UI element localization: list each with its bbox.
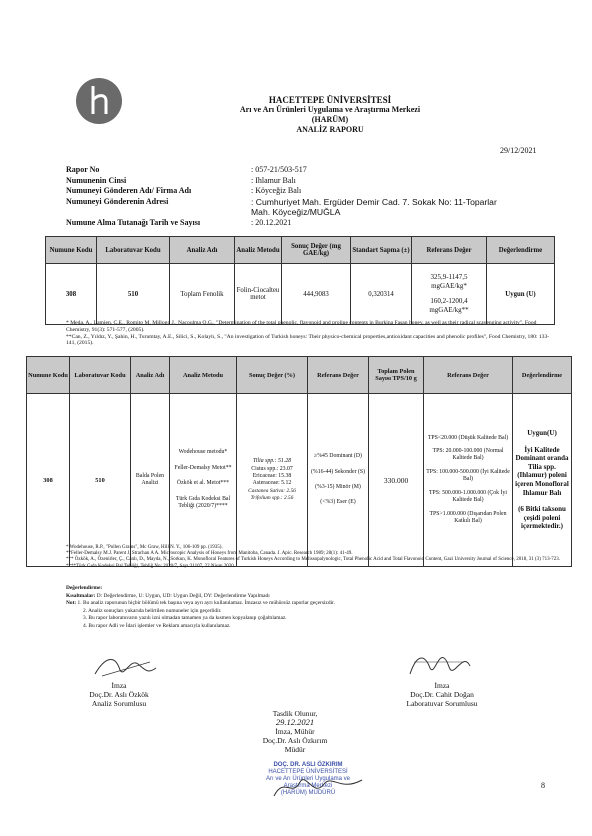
footnote: **Can, Z., Yıldız, Y., Şahin, H., Turumtay, A.E., Silici, S., Kolaylı, S., "An investigation of Turkish honeys: Their physico-chemical properties,antioxidant capacities and phenolic profiles", Food Chemistry, 180: 133-141, (2015). bbox=[66, 333, 550, 347]
signature-right bbox=[404, 648, 474, 682]
method-line: Feller-Demalsy Metot** bbox=[174, 464, 232, 471]
stamp-line: HACETTEPE ÜNİVERSİTESİ bbox=[268, 769, 348, 775]
signature-left bbox=[90, 652, 160, 682]
th-degerlendirme: Değerlendirme bbox=[513, 357, 572, 394]
cell-sapma: 0,320314 bbox=[351, 264, 412, 325]
signer-role: Müdür bbox=[284, 745, 306, 754]
tps-level: TPS: 20.000-100.000 (Normal Kalitede Bal) bbox=[432, 448, 504, 462]
signature-block-right bbox=[382, 681, 502, 708]
note-item: 2. Analiz sonuçları yukarıda belirtilen numuneler için geçerlidir. bbox=[83, 607, 222, 614]
cell-metot bbox=[170, 394, 237, 567]
tps-level: TPS: 500.000-1.000.000 (Çok İyi Kalitede Bal) bbox=[429, 489, 507, 504]
note-item: 1. Bu analiz raporunun hiçbir bölümü tek başına veya ayrı ayrı kullanılamaz. İmzasız ve mühürsüz raporlar geçersizdir. bbox=[77, 600, 335, 607]
adres-label: Numuneyi Gönderenin Adresi bbox=[66, 196, 169, 206]
tasdik-label: Tasdik Olunur, bbox=[272, 709, 318, 718]
ref-value-2: 160,2-1200,4 mgGAE/kg** bbox=[429, 297, 469, 314]
pollen-table bbox=[26, 356, 572, 567]
cell-sonuc: 444,9083 bbox=[282, 264, 351, 325]
cell-degerlendirme: Uygun (U) bbox=[487, 264, 555, 325]
cell-analiz: Balda Polen Analizi bbox=[131, 394, 170, 567]
th-referans: Referans Değer bbox=[412, 237, 487, 264]
rapor-no-label: Rapor No bbox=[66, 165, 100, 174]
th-referans-b: Referans Değer bbox=[424, 357, 513, 394]
rapor-no: : 057-21/503-517 bbox=[251, 165, 307, 174]
th-metot: Analiz Metodu bbox=[235, 237, 282, 264]
table-row bbox=[46, 264, 555, 325]
th-analiz: Analiz Adı bbox=[170, 237, 235, 264]
cell-lab: 510 bbox=[97, 264, 170, 325]
th-numune: Numune Kodu bbox=[27, 357, 70, 394]
signature-center bbox=[270, 768, 370, 808]
th-sonuc: Sonuç Değer (%) bbox=[237, 357, 308, 394]
th-analiz: Analiz Adı bbox=[131, 357, 170, 394]
footnotes-2 bbox=[66, 545, 566, 570]
notes-title: Değerlendirme: bbox=[66, 585, 103, 591]
imza-label: İmza bbox=[111, 681, 127, 690]
adres-line2: Mah. Köyceğiz/MUĞLA bbox=[251, 207, 341, 217]
method-line: Özkök et al. Metot*** bbox=[176, 480, 230, 487]
pollen-result: Tilia spp.: 51.28 bbox=[252, 458, 291, 465]
signer-role: Analiz Sorumlusu bbox=[91, 699, 147, 708]
cell-referans-a bbox=[308, 394, 369, 567]
university-name: HACETTEPE ÜNİVERSİTESİ bbox=[268, 95, 392, 105]
th-lab: Laboratuvar Kodu bbox=[97, 237, 170, 264]
method-line: Wodehouse metodu* bbox=[178, 449, 228, 456]
stamp-line: Araştırma Merkezi bbox=[283, 783, 333, 789]
th-numune: Numune Kodu bbox=[46, 237, 97, 264]
signer-name: Doç.Dr. Cahit Doğan bbox=[410, 690, 474, 699]
center-abbr: (HARÜM) bbox=[311, 115, 349, 124]
method-line: Türk Gıda Kodeksi Bal Tebliği (2020/7)**** bbox=[175, 495, 231, 510]
pollen-result: Asteraceae: 5.12 bbox=[252, 480, 292, 487]
notes-section bbox=[66, 585, 566, 631]
report-header bbox=[150, 95, 510, 135]
handwritten-date: 29.12.2021 bbox=[275, 717, 315, 727]
th-degerlendirme: Değerlendirme bbox=[487, 237, 555, 264]
signature-block-center bbox=[235, 709, 355, 754]
signer-name: Doç.Dr. Aslı Özkök bbox=[89, 690, 149, 699]
th-metot: Analiz Metodu bbox=[170, 357, 237, 394]
alma: : 20.12.2021 bbox=[251, 217, 292, 227]
footnotes-1 bbox=[66, 320, 556, 347]
abbr-text: D: Değerlendirme, U: Uygun, UD: Uygun Değil, DY: Değerlendirme Yapılmadı bbox=[96, 592, 270, 599]
table-row bbox=[27, 394, 572, 567]
pollen-result-minor: Trifolium spp.: 2.56 bbox=[250, 494, 294, 501]
eval-status: Uygun(U) bbox=[527, 429, 557, 438]
imza-label: İmza, Mühür bbox=[275, 727, 315, 736]
cell-referans bbox=[412, 264, 487, 325]
cell-degerlendirme bbox=[513, 394, 572, 567]
pollen-result: Ericaceae: 15.38 bbox=[252, 473, 292, 479]
ref-level: (<%3) Eser (E) bbox=[320, 499, 356, 506]
th-lab: Laboratuvar Kodu bbox=[70, 357, 131, 394]
stamp-line: DOÇ. DR. ASLI ÖZKIRIM bbox=[273, 762, 343, 768]
th-referans-a: Referans Değer bbox=[308, 357, 369, 394]
eval-text: İyi Kalitede Dominant oranda Tilia spp. (Ihlamur) poleni içeren Monofloral Ihlamur Balı bbox=[515, 445, 569, 497]
imza-label: İmza bbox=[434, 681, 450, 690]
note-item: 3. Bu rapor laboratuvarın yazılı izni olmadan tamamen ya da kısmen kopyalanıp çoğaltılamaz. bbox=[83, 615, 287, 622]
tps-level: TPS: 100.000-500.000 (İyi Kalitede Bal) bbox=[426, 468, 510, 483]
stamp-line: (HARÜM) MÜDÜRÜ bbox=[280, 790, 336, 796]
not-label: Not: bbox=[66, 600, 77, 607]
th-sapma: Standart Sapma (±) bbox=[351, 237, 412, 264]
cell-numune: 308 bbox=[46, 264, 97, 325]
signer-name: Doç.Dr. Aslı Özkırım bbox=[262, 736, 328, 745]
phenolic-table bbox=[45, 236, 555, 325]
signature-block-left bbox=[64, 681, 174, 708]
ref-level: ≥%45 Dominant (D) bbox=[314, 453, 362, 460]
ref-level: (%3-15) Minör (M) bbox=[315, 484, 361, 490]
th-sonuc: Sonuç Değer (mg GAE/kg) bbox=[282, 237, 351, 264]
report-title: ANALİZ RAPORU bbox=[296, 125, 364, 134]
footnote: *** Özkök, A., Özenirler, Ç., Canlı, D., Mayda, N., Sorkun, K. Monofloral Features of Turkish Honeys According to Melissopalynologic, Total Phenolic Acid and Total Flavonoid Content, Gazi University Journal of Science, 2018, 31 (3) 713-723. bbox=[66, 557, 560, 563]
note-item: 4. Bu rapor Adli ve İdari işlemler ve Reklam amacıyla kullanılamaz. bbox=[83, 622, 231, 629]
signer-role: Laboratuvar Sorumlusu bbox=[406, 699, 478, 708]
alma-label: Numune Alma Tutanağı Tarih ve Sayısı bbox=[66, 217, 201, 227]
cell-tps: 330.000 bbox=[369, 394, 424, 567]
footnote: **Feller-Demalsy M.J. Parent J, Strachan A A. Microscopic Analysis of Honeys from Manitoba, Canada. J. Apic. Research 1989; 28(1): 41-49. bbox=[66, 551, 353, 557]
abbr-label: Kısaltmalar: bbox=[66, 592, 96, 599]
footnote: * Wodehouse, R.P., "Pollen Grains", Mc Graw, Hill N. Y., 106-109 pp. (1935). bbox=[66, 545, 223, 550]
center-name: Arı ve Arı Ürünleri Uygulama ve Araştırma Merkezi bbox=[239, 105, 421, 114]
hacettepe-logo bbox=[76, 78, 122, 124]
cell-sonuc bbox=[237, 394, 308, 567]
report-date: 29/12/2021 bbox=[500, 146, 537, 155]
tps-level: TPS>1.000.000 (Dışarıdan Polen Katkılı Bal) bbox=[429, 510, 507, 524]
tps-level: TPS<20.000 (Düşük Kalitede Bal) bbox=[427, 434, 509, 441]
th-tps: Toplam Polen Sayısı TPS/10 g bbox=[369, 357, 424, 394]
eval-note: (6 Bitki taksonu çeşidi poleni içermektedir.) bbox=[518, 505, 566, 531]
ref-value-1: 325,9-1147,5 mgGAE/kg* bbox=[430, 273, 468, 290]
sample-info bbox=[66, 165, 581, 228]
cell-lab: 510 bbox=[70, 394, 131, 567]
ref-level: (%16-44) Sekonder (S) bbox=[310, 468, 366, 475]
adres-line1: : Cumhuriyet Mah. Ergüder Demir Cad. 7. Sokak No: 11-Toparlar bbox=[251, 196, 497, 207]
cell-referans-b bbox=[424, 394, 513, 567]
stamp-line: Arı ve Arı Ürünleri Uygulama ve bbox=[265, 776, 351, 782]
footnote: * Meda, A., Lamien, C.E., Romito M, Millogo J., Nacoulma O.G., "Determination of the total phenolic, flavonoid and proline contents in Burkina Fasan honey, as well as their radical scavenging activity", Food Chemistry, 91(3): 571-577, (2005). bbox=[66, 320, 537, 333]
pollen-result-minor: Castanea Sativa: 2.56 bbox=[248, 487, 296, 494]
gonderen: : Köyceğiz Balı bbox=[251, 186, 302, 195]
gonderen-label: Numuneyi Gönderen Adı/ Firma Adı bbox=[66, 186, 192, 195]
cins: : Ihlamur Balı bbox=[251, 175, 296, 185]
page-number: 8 bbox=[541, 781, 545, 790]
cell-analiz: Toplam Fenolik bbox=[170, 264, 235, 325]
cins-label: Numunenin Cinsi bbox=[66, 175, 127, 185]
pollen-result: Cistus spp.: 23.07 bbox=[251, 465, 293, 472]
cell-metot: Folin-Ciocalteu metot bbox=[235, 264, 282, 325]
cell-numune: 308 bbox=[27, 394, 70, 567]
footnote: ****Türk Gıda Kodeksi Bal Tebliği, Tebliğ No: 2020/7, Sayı:31107, 22 Nisan 2020. bbox=[66, 563, 236, 569]
